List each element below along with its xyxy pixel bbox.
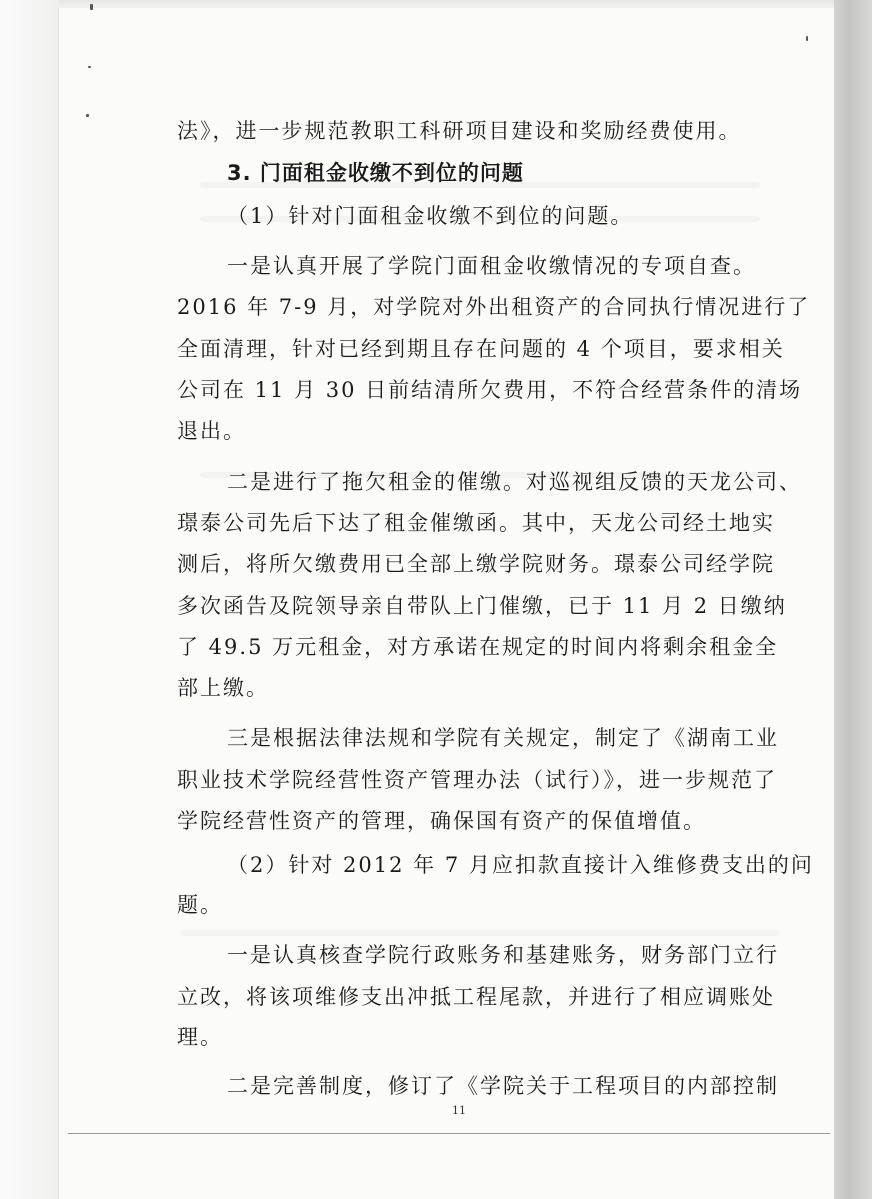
paragraph-line: 理。: [177, 1025, 223, 1049]
subsection-heading: （1）针对门面租金收缴不到位的问题。: [227, 204, 634, 228]
scan-speck: [88, 66, 91, 68]
footer-rule: [68, 1133, 830, 1134]
paragraph-line: 全面清理，针对已经到期且存在问题的 4 个项目，要求相关: [177, 337, 785, 361]
paragraph-line: 二是进行了拖欠租金的催缴。对巡视组反馈的天龙公司、: [227, 470, 802, 494]
paragraph-line: 2016 年 7-9 月，对学院对外出租资产的合同执行情况进行了: [177, 295, 811, 319]
scan-speck: [806, 36, 808, 41]
paragraph-line: 一是认真开展了学院门面租金收缴情况的专项自查。: [227, 254, 756, 278]
paragraph-line: 部上缴。: [177, 676, 269, 700]
paragraph-line: 了 49.5 万元租金，对方承诺在规定的时间内将剩余租金全: [177, 635, 779, 659]
paragraph-line: 学院经营性资产的管理，确保国有资产的保值增值。: [177, 809, 706, 833]
paragraph-line: 测后，将所欠缴费用已全部上缴学院财务。璟泰公司经学院: [177, 552, 775, 576]
paragraph-line: 法》，进一步规范教职工科研项目建设和奖励经费使用。: [177, 119, 742, 143]
page-number: 11: [452, 1104, 466, 1117]
paragraph-line: 立改，将该项维修支出冲抵工程尾款，并进行了相应调账处: [177, 985, 775, 1009]
paragraph-line: 二是完善制度，修订了《学院关于工程项目的内部控制: [227, 1074, 779, 1098]
paragraph-line: 璟泰公司先后下达了租金催缴函。其中，天龙公司经土地实: [177, 511, 775, 535]
show-through-mark: [180, 930, 780, 936]
subsection-heading: （2）针对 2012 年 7 月应扣款直接计入维修费支出的问: [227, 853, 814, 877]
scan-speck: [86, 114, 89, 117]
scan-right-edge: [834, 0, 872, 1199]
scan-left-margin: [0, 0, 58, 1199]
paragraph-line: 一是认真核查学院行政账务和基建账务，财务部门立行: [227, 943, 779, 967]
paragraph-line: 公司在 11 月 30 日前结清所欠费用，不符合经营条件的清场: [177, 378, 803, 402]
scan-top-band: [58, 0, 834, 8]
paragraph-line: 职业技术学院经营性资产管理办法（试行）》，进一步规范了: [177, 768, 777, 792]
paragraph-line: 退出。: [177, 419, 246, 443]
section-heading: 3. 门面租金收缴不到位的问题: [227, 161, 524, 185]
paragraph-line: 三是根据法律法规和学院有关规定，制定了《湖南工业: [227, 726, 779, 750]
paragraph-line: 多次函告及院领导亲自带队上门催缴，已于 11 月 2 日缴纳: [177, 594, 787, 618]
scan-speck: [90, 4, 93, 10]
paragraph-line: 题。: [177, 893, 223, 917]
